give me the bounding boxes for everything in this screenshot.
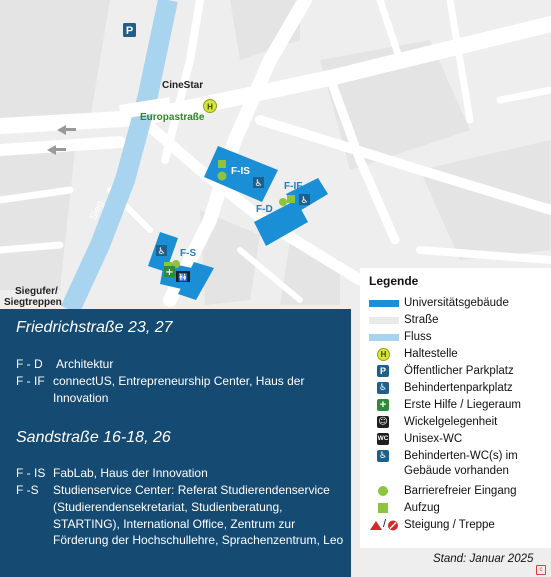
legend-label: Behinderten-WC(s) im Gebäude vorhanden [404, 450, 518, 477]
svg-text:♿: ♿ [157, 247, 166, 257]
entry-description: Studienservice Center: Referat Studierendenservice (Studierendensekretariat, Studienberatung, STARTING), International Office, Zentrum zur Förderung der Hochschullehre, Sprachenzentrum, Leo [53, 483, 344, 548]
parking-icon: P [377, 365, 389, 377]
legend-item-parking [360, 363, 551, 379]
entry-f-is [16, 465, 346, 482]
first-aid-icon: + [377, 399, 389, 411]
entry-f-if [16, 373, 346, 407]
legend-item-unisex-wc [360, 431, 551, 447]
legend-label: Erste Hilfe / Liegeraum [404, 399, 521, 411]
legend-label: Öffentlicher Parkplatz [404, 365, 514, 377]
bus-stop-icon: H [377, 348, 390, 361]
slope-stairs-separator: / [383, 518, 387, 530]
stand-date: Stand: Januar 2025 [433, 553, 534, 565]
siegufer-label-line1: Siegufer/ [15, 286, 58, 297]
svg-text:+: + [165, 267, 174, 278]
legend-label: Barrierefreier Eingang [404, 485, 517, 497]
legend-label: Haltestelle [404, 348, 458, 360]
entry-code: F -S [16, 483, 39, 497]
legend-label: Aufzug [404, 502, 440, 514]
legend-label: Behindertenparkplatz [404, 382, 513, 394]
legend-label: Steigung / Treppe [404, 519, 495, 531]
entry-description: connectUS, Entrepreneurship Center, Haus der Innovation [53, 374, 305, 405]
accessible-entrance-icon [218, 172, 227, 181]
unisex-wc-icon: WC [377, 433, 389, 445]
legend-label: Unisex-WC [404, 433, 463, 445]
slope-stairs-icon [369, 519, 399, 531]
accessible-entrance-icon [279, 198, 287, 206]
legend-item-bus-stop [360, 346, 551, 362]
building-label-f-is: F-IS [231, 166, 250, 177]
legend-item-slope-stairs [360, 517, 551, 533]
legend-item-river [360, 329, 551, 345]
legend-item-elevator [360, 500, 551, 516]
street-bar [369, 317, 399, 324]
university-building-bar [369, 300, 399, 307]
bus-stop-icon-label: H [207, 102, 213, 112]
elevator-icon [218, 160, 226, 168]
disabled-parking-icon: ♿ [378, 383, 388, 393]
siegufer-label-line2: Siegtreppen [4, 297, 62, 308]
accessible-entrance-icon [378, 486, 388, 496]
river-bar [369, 334, 399, 341]
entry-description: FabLab, Haus der Innovation [53, 466, 208, 480]
elevator-icon [287, 195, 295, 203]
legend [360, 268, 551, 548]
legend-item-first-aid [360, 397, 551, 413]
legend-item-accessible-entrance [360, 483, 551, 499]
entry-f-d [16, 356, 346, 373]
section-title-friedrichstrasse: Friedrichstraße 23, 27 [16, 319, 173, 336]
legend-label: Universitätsgebäude [404, 297, 509, 309]
building-label-f-if: F-IF [284, 181, 303, 192]
europastrasse-label: Europastraße [140, 112, 205, 123]
legend-label: Straße [404, 314, 439, 326]
legend-item-street [360, 312, 551, 328]
svg-text:♿: ♿ [254, 179, 263, 189]
building-info-panel [0, 309, 351, 577]
elevator-icon [378, 503, 388, 513]
svg-text:♿: ♿ [300, 196, 309, 206]
sieg-river-label: Sieg [88, 199, 107, 223]
corner-logo-icon: c [536, 565, 546, 575]
legend-item-university-building [360, 295, 551, 311]
baby-changing-icon: ☺ [378, 417, 388, 427]
entry-f-s [16, 482, 346, 572]
cinestar-label: CineStar [162, 80, 204, 91]
disabled-wc-icon: ♿ [378, 451, 388, 461]
parking-icon-label: P [125, 25, 134, 37]
legend-item-disabled-parking [360, 380, 551, 396]
section-title-sandstrasse: Sandstraße 16-18, 26 [16, 429, 171, 446]
building-label-f-d: F-D [256, 204, 273, 215]
building-label-f-s: F-S [180, 248, 197, 259]
legend-title: Legende [369, 274, 419, 288]
legend-label: Fluss [404, 331, 432, 343]
svg-text:🚻: 🚻 [178, 273, 188, 282]
entry-code: F - IF [16, 374, 45, 388]
legend-label: Wickelgelegenheit [404, 416, 498, 428]
entry-code: F - IS [16, 466, 46, 480]
entry-description: Architektur [56, 357, 114, 371]
legend-item-baby-changing [360, 414, 551, 430]
legend-item-disabled-wc [360, 448, 551, 480]
entry-code: F - D [16, 357, 43, 371]
